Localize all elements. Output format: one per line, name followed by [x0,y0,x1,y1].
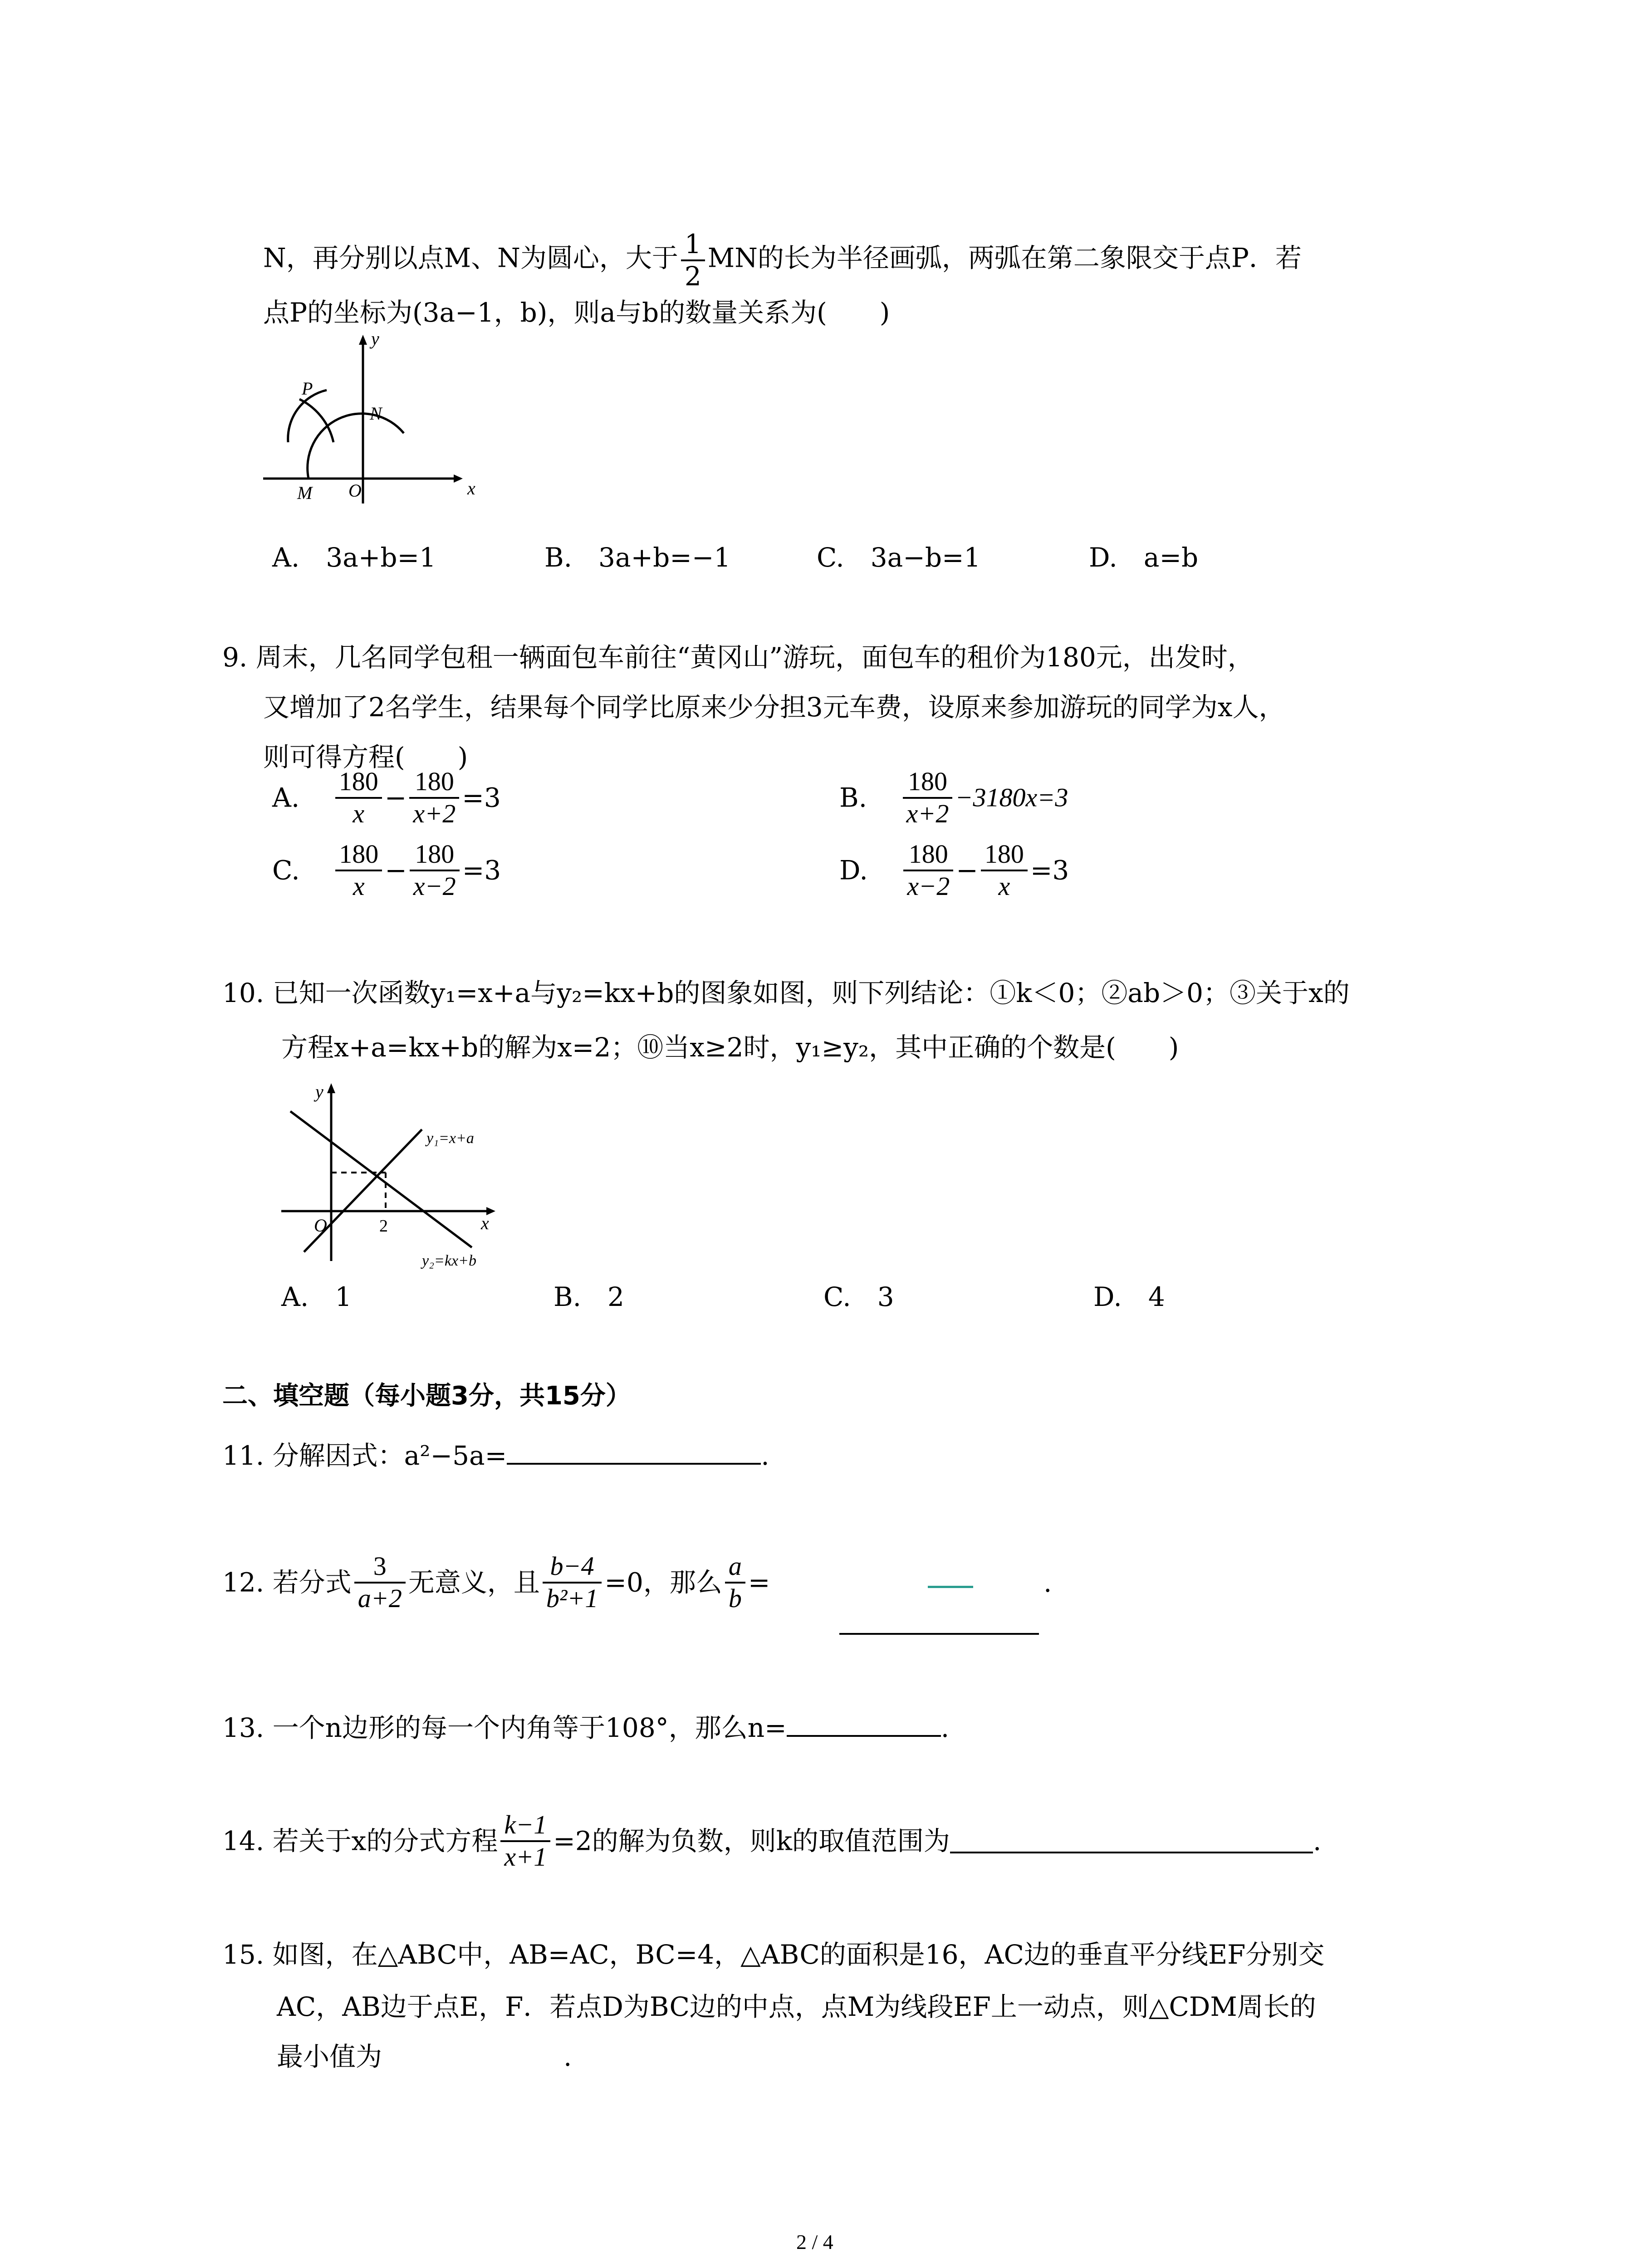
page-number: 2 / 4 [796,2230,833,2253]
q9-d-frac2: $\frac{180}{x}$ [981,839,1028,901]
q9-option-b: B. $\frac{180}{x+2}$ −3180x=3 [839,767,1068,828]
q14: 14. 若关于x的分式方程 $\frac{k-1}{x+1}$ =2的解为负数，则k的取值范围为 . [222,1810,1322,1872]
q12-frac3: $\frac{a}{b}$ [725,1551,745,1613]
q10-fig-y1-label: y₁=x+a [426,1130,474,1147]
q8-fig-P-label: P [302,378,313,399]
q12-answer-blank[interactable] [839,1615,1039,1635]
q12-frac2: $\frac{b-4}{\text{b²+1}}$ [543,1551,602,1613]
q12: 12. 若分式 $\frac{3}{a+2}$ 无意义，且 $\frac{b-4}{\text{b²+1}}$ =0，那么 $\frac{a}{b}$ = [222,1551,770,1613]
q8-half-fraction: $\frac{1}{2}$ [681,229,705,291]
q9-a-frac1: $\frac{180}{x}$ [335,767,382,829]
q10-line1: 10. 已知一次函数y₁=x+a与y₂=kx+b的图象如图，则下列结论：①k＜0；②ab＞0；③关于x的 [222,978,1350,1008]
q10-option-d: D. 4 [1093,1281,1165,1312]
q9-option-d: D. $\frac{180}{x-2}$ − $\frac{180}{x}$ =3 [839,839,1069,901]
q9-option-a: A. $\frac{180}{x}$ − $\frac{180}{x+2}$ =3 [272,767,501,828]
section2-title: 二、填空题（每小题3分，共15分） [222,1381,631,1411]
q9-d-frac1: $\frac{180}{x-2}$ [903,839,953,901]
q8-option-d: D. a=b [1089,542,1199,573]
q8-option-a: A. 3a+b=1 [272,542,436,573]
q8-fig-M-label: M [297,483,313,503]
q8-line1: N，再分别以点M、N为圆心，大于 $\frac{1}{2}$ MN的长为半径画弧，两弧在第二象限交于点P．若 [263,229,1302,292]
q9-option-c: C. $\frac{180}{x}$ − $\frac{180}{x-2}$ =3 [272,839,501,901]
q10-line2: 方程x+a=kx+b的解为x=2；⑩当x≥2时，y₁≥y₂，其中正确的个数是( ) [281,1032,1179,1063]
q11: 11. 分解因式：a²−5a= . [222,1440,769,1471]
q10-figure [272,1075,526,1284]
q8-fig-x-label: x [467,478,475,499]
q10-fig-two-label: 2 [379,1217,388,1236]
q13: 13. 一个n边形的每一个内角等于108°，那么n= . [222,1712,950,1743]
q12-teal-mark [928,1586,973,1588]
q9-line3: 则可得方程( ) [263,742,468,772]
q8-figure [259,327,495,508]
q8-option-b: B. 3a+b=−1 [544,542,731,573]
q14-answer-blank[interactable] [950,1829,1313,1853]
q9-line1: 9. 周末，几名同学包租一辆面包车前往“黄冈山”游玩，面包车的租价为180元，出发时， [222,642,1254,673]
q11-answer-blank[interactable] [507,1463,761,1465]
q8-option-c: C. 3a−b=1 [817,542,981,573]
q9-a-frac2: $\frac{180}{x+2}$ [409,767,459,829]
q8-line2: 点P的坐标为(3a−1，b)，则a与b的数量关系为( ) [263,297,890,328]
q12-suffix: . [1043,1567,1052,1598]
q13-answer-blank[interactable] [787,1735,941,1737]
q10-fig-y-label: y [315,1081,323,1102]
q10-option-c: C. 3 [823,1281,894,1312]
q15-line2: AC，AB边于点E，F．若点D为BC边的中点，点M为线段EF上一动点，则△CDM周长的 [277,1991,1316,2022]
q9-b-frac1: $\frac{180}{x+2}$ [903,767,953,829]
q9-c-frac2: $\frac{180}{x-2}$ [410,839,460,901]
q9-c-frac1: $\frac{180}{x}$ [335,839,382,901]
q12-frac1: $\frac{3}{a+2}$ [354,1551,406,1613]
q10-option-a: A. 1 [281,1281,352,1312]
q10-fig-y2-label: y₂=kx+b [422,1252,476,1269]
q8-fig-N-label: N [370,403,382,424]
q10-fig-x-label: x [481,1213,489,1233]
q8-fig-O-label: O [348,480,362,501]
q8-fig-y-label: y [371,328,379,349]
q15-line3: 最小值为 . [277,2041,572,2072]
q15-line1: 15. 如图，在△ABC中，AB=AC，BC=4，△ABC的面积是16，AC边的垂直平分线EF分别交 [222,1939,1325,1970]
q10-option-b: B. 2 [554,1281,624,1312]
q9-line2: 又增加了2名学生，结果每个同学比原来少分担3元车费，设原来参加游玩的同学为x人， [263,692,1285,723]
q10-fig-O-label: O [314,1215,327,1236]
q14-frac: $\frac{k-1}{x+1}$ [500,1810,550,1872]
